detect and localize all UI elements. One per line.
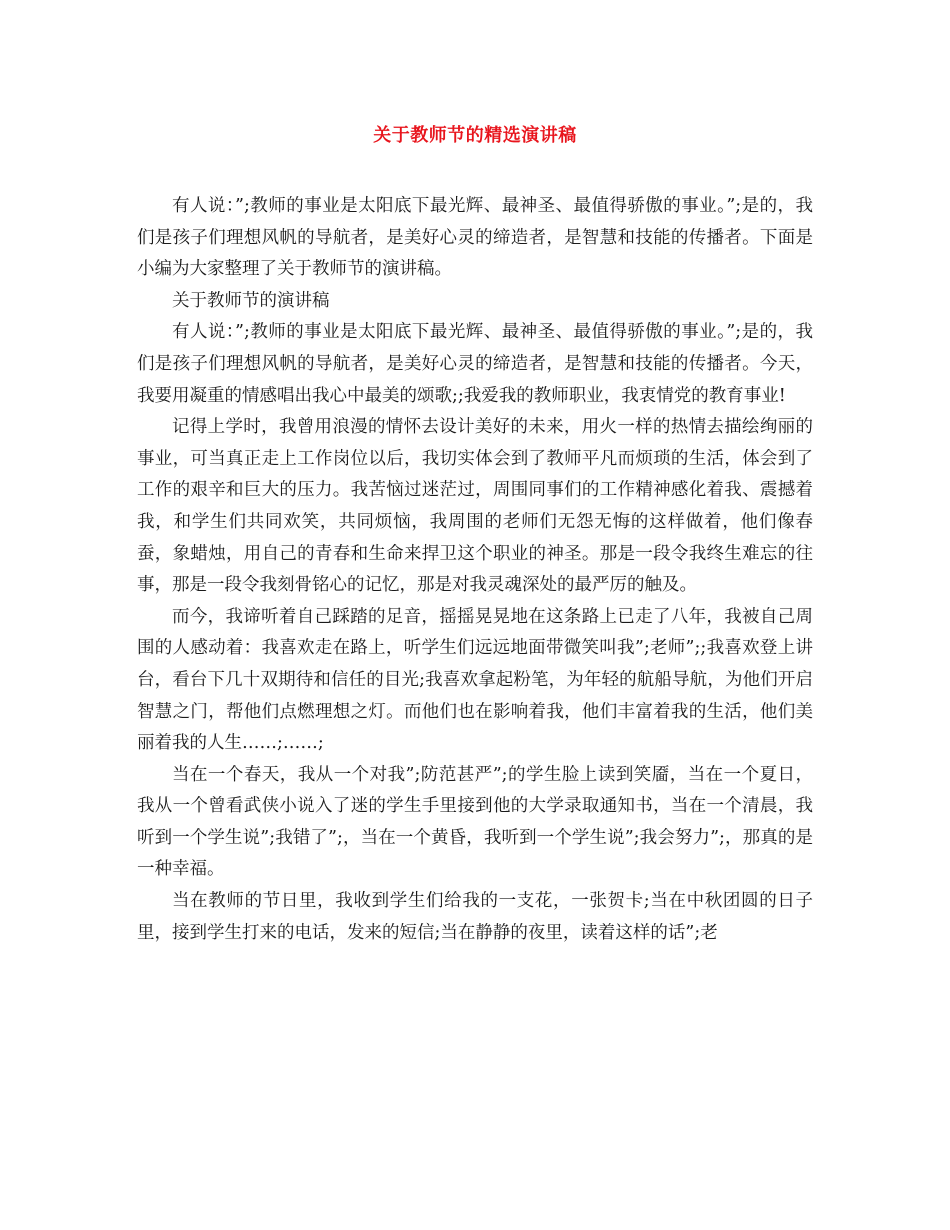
paragraph-happiness: 当在一个春天，我从一个对我”;防范甚严”;的学生脸上读到笑靥，当在一个夏日，我从一个曾看武侠小说入了迷的学生手里接到他的大学录取通知书，当在一个清晨，我听到一个学生说”;我错了”;，当在一个黄昏，我听到一个学生说”;我会努力”;，那真的是一种幸福。 — [137, 764, 813, 880]
document-body — [137, 191, 813, 949]
paragraph-intro: 有人说：”;教师的事业是太阳底下最光辉、最神圣、最值得骄傲的事业。”;是的，我们是孩子们理想风帆的导航者，是美好心灵的缔造者，是智慧和技能的传播者。下面是小编为大家整理了关于教师节的演讲稿。 — [137, 196, 813, 280]
paragraph-opening: 有人说：”;教师的事业是太阳底下最光辉、最神圣、最值得骄傲的事业。”;是的，我们是孩子们理想风帆的导航者，是美好心灵的缔造者，是智慧和技能的传播者。今天，我要用凝重的情感唱出我心中最美的颂歌;;我爱我的教师职业，我衷情党的教育事业! — [137, 322, 813, 406]
paragraph-holiday: 当在教师的节日里，我收到学生们给我的一支花，一张贺卡;当在中秋团圆的日子里，接到学生打来的电话，发来的短信;当在静静的夜里，读着这样的话”;老 — [137, 891, 813, 943]
section-heading: 关于教师节的演讲稿 — [172, 290, 330, 311]
paragraph-now: 而今，我谛听着自己踩踏的足音，摇摇晃晃地在这条路上已走了八年，我被自己周围的人感动着：我喜欢走在路上，听学生们远远地面带微笑叫我”;老师”;;我喜欢登上讲台，看台下几十双期待和信任的目光;我喜欢拿起粉笔，为年轻的航船导航，为他们开启智慧之门，帮他们点燃理想之灯。而他们也在影响着我，他们丰富着我的生活，他们美丽着我的人生……;……; — [137, 606, 813, 754]
paragraph-memory: 记得上学时，我曾用浪漫的情怀去设计美好的未来，用火一样的热情去描绘绚丽的事业，可当真正走上工作岗位以后，我切实体会到了教师平凡而烦琐的生活，体会到了工作的艰辛和巨大的压力。我苦恼过迷茫过，周围同事们的工作精神感化着我、震撼着我，和学生们共同欢笑，共同烦恼，我周围的老师们无怨无悔的这样做着，他们像春蚕，象蜡烛，用自己的青春和生命来捍卫这个职业的神圣。那是一段令我终生难忘的往事，那是一段令我刻骨铭心的记忆，那是对我灵魂深处的最严厉的触及。 — [137, 417, 813, 596]
document-title: 关于教师节的精选演讲稿 — [373, 125, 577, 146]
